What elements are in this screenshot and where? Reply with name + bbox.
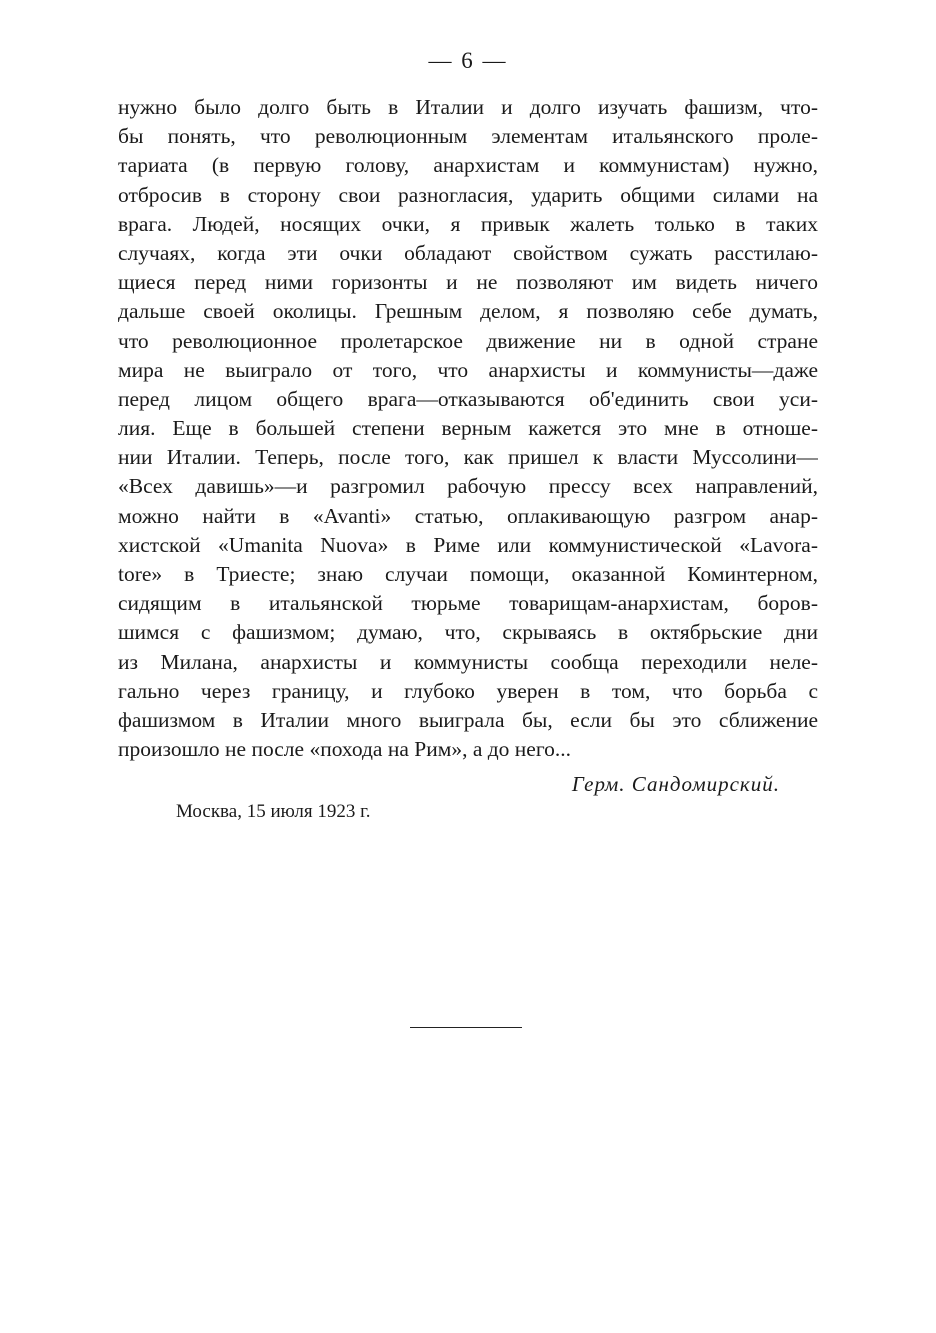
text-line: лия. Еще в большей степени верным кажется это мне в отноше- bbox=[118, 416, 818, 441]
page-number: — 6 — bbox=[428, 48, 508, 73]
text-line: тариата (в первую голову, анархистам и коммунистам) нужно, bbox=[118, 153, 818, 178]
text-line: шимся с фашизмом; думаю, что, скрываясь в октябрьские дни bbox=[118, 620, 818, 645]
text-line: tore» в Триесте; знаю случаи помощи, оказанной Коминтерном, bbox=[118, 562, 818, 586]
text-line: нии Италии. Теперь, после того, как пришел к власти Муссолини— bbox=[118, 445, 818, 470]
text-line: случаях, когда эти очки обладают свойством сужать расстилаю- bbox=[118, 240, 818, 265]
text-line: отбросив в сторону свои разногласия, ударить общими силами на bbox=[118, 182, 818, 207]
text-line: бы понять, что революционным элементам итальянского проле- bbox=[118, 124, 818, 149]
text-line: из Милана, анархисты и коммунисты сообща переходили неле- bbox=[118, 649, 818, 674]
text-line: фашизмом в Италии много выиграла бы, если бы это сближение bbox=[118, 707, 818, 732]
text-line: нужно было долго быть в Италии и долго изучать фашизм, что- bbox=[118, 95, 818, 119]
text-line: щиеся перед ними горизонты и не позволяют им видеть ничего bbox=[118, 270, 818, 295]
text-line: что революционное пролетарское движение ни в одной стране bbox=[118, 328, 818, 353]
end-rule-divider bbox=[410, 1027, 522, 1028]
body-text bbox=[118, 93, 818, 764]
text-line: можно найти в «Avanti» статью, оплакивающую разгром анар- bbox=[118, 503, 818, 528]
text-line: произошло не после «похода на Рим», а до него... bbox=[118, 737, 572, 762]
text-line: врага. Людей, носящих очки, я привык жалеть только в таких bbox=[118, 211, 818, 236]
text-line: «Всех давишь»—и разгромил рабочую прессу всех направлений, bbox=[118, 474, 818, 499]
dateline: Москва, 15 июля 1923 г. bbox=[176, 801, 371, 822]
text-line: перед лицом общего врага—отказываются об'единить свои уси- bbox=[118, 386, 818, 411]
author-signature: Герм. Сандомирский. bbox=[571, 772, 780, 796]
text-line: сидящим в итальянской тюрьме товарищам-анархистам, боров- bbox=[118, 591, 818, 616]
text-line: мира не выиграло от того, что анархисты и коммунисты—даже bbox=[118, 357, 818, 382]
text-line: хистской «Umanita Nuova» в Риме или коммунистической «Lavora- bbox=[118, 532, 818, 557]
text-line: дальше своей околицы. Грешным делом, я позволяю себе думать, bbox=[118, 299, 818, 324]
text-line: гально через границу, и глубоко уверен в том, что борьба с bbox=[118, 678, 818, 703]
